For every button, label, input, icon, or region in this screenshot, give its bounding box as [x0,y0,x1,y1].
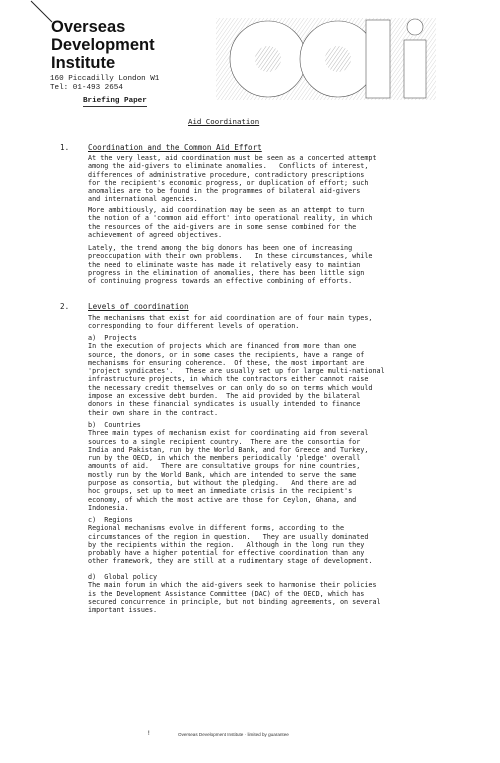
org-name-line2: Development [51,36,155,54]
text-line: Regional mechanisms evolve in different forms, according to the [88,524,345,533]
text-line: India and Pakistan, run by the World Bank, and for Greece and Turkey, [88,445,369,454]
text-line: the notion of a 'common aid effort' into operational reality, in which [88,214,373,223]
text-line: is the Development Assistance Committee (DAC) of the OECD, which has [88,589,365,598]
text-line: for the recipient's economic progress, or duplication of effort; such [88,178,369,187]
text-line: More ambitiously, aid coordination may be seen as an attempt to turn [88,206,365,214]
briefing-paper-label: Briefing Paper [83,97,147,105]
text-line: achievement of agreed objectives. [88,230,223,239]
subsection-projects [88,334,440,417]
odi-logo [216,18,436,100]
section-title: Levels of coordination [88,302,189,311]
subsection-regions [88,516,440,566]
text-line: economy, of which the most active are those for Ceylon, Ghana, and [88,495,357,504]
text-line: The main forum in which the aid-givers seek to harmonise their policies [88,581,377,590]
text-line: the resources of the aid-givers are in some sense combined for the [88,222,357,231]
text-line: mostly run by the World Bank, which are intended to serve the same [88,470,357,479]
text-line: among the aid-givers to eliminate anomalies. Conflicts of interest, [88,162,369,171]
org-name-line1: Overseas [51,18,126,36]
paragraph [88,244,440,285]
text-line: source, the donors, or in some cases the recipients, have a range of [88,350,365,359]
org-telephone: Tel: 01-493 2654 [50,84,123,92]
section-title: Coordination and the Common Aid Effort [88,143,262,152]
subsection-heading: d) Global policy [88,573,158,581]
text-line: amounts of aid. There are consultative groups for nine countries, [88,462,361,471]
text-line: circumstances of the region in question. They are usually dominated [88,532,369,541]
text-line: preoccupation with their own problems. In these circumstances, while [88,252,373,261]
text-line: the need to eliminate waste has made it relatively easy to maintian [88,260,361,269]
text-line: At the very least, aid coordination must be seen as a concerted attempt [88,154,377,162]
text-line: by the recipients within the region. Although in the long run they [88,540,365,549]
text-line: important issues. [88,606,158,615]
text-line: and international agencies. [88,195,198,204]
text-line: donors in these financial syndicates is usually intended to finance [88,400,361,409]
text-line: Indonesia. [88,503,129,512]
subsection-heading: a) Projects [88,334,137,342]
paragraph [88,206,440,239]
subsection-global-policy [88,573,440,614]
text-line: corresponding to four different levels of operation. [88,322,300,331]
section-number: 2. [60,302,70,311]
text-line: other framework, they are still at a rudimentary stage of development. [88,557,373,566]
text-line: mechanisms for ensuring coherence. Of these, the most important are [88,358,365,367]
text-line: differences of administrative procedure, contradictory prescriptions [88,170,365,179]
footer-text: Overseas Development Institute · limited by guarantee [178,732,289,737]
text-line: sources to a single recipient country. There are the consortia for [88,437,361,446]
text-line: purpose as consortia, but without the pledging. And there are ad [88,479,357,488]
paragraph [88,154,440,204]
letterhead [0,0,500,120]
org-name-line3: Institute [51,54,116,72]
text-line: infrastructure projects, in which the contractors either cannot raise [88,375,369,384]
document-title: Aid Coordination [188,117,260,126]
text-line: Lately, the trend among the big donors has been one of increasing [88,244,353,252]
text-line: their own share in the contract. [88,408,219,417]
text-line: anomalies are to be found in the programmes of bilateral aid-givers [88,187,361,196]
text-line: the necessary credit themselves or can only do so on terms which would [88,383,373,392]
text-line: impose an excessive debt burden. The aid provided by the bilateral [88,392,361,401]
text-line: secured concurrence in principle, but not binding agreements, on several [88,597,381,606]
text-line: of continuing progress towards an effective combining of efforts. [88,277,353,286]
footer-mark: ! [147,730,151,737]
text-line: Three main types of mechanism exist for coordinating aid from several [88,429,369,438]
text-line: run by the OECD, in which the members periodically 'pledge' overall [88,454,361,463]
text-line: In the execution of projects which are financed from more than one [88,342,357,351]
text-line: hoc groups, set up to meet an immediate crisis in the recipient's [88,487,353,496]
text-line: 'project syndicates'. These are usually set up for large multi-national [88,367,385,376]
subsection-countries [88,421,440,512]
text-line: The mechanisms that exist for aid coordination are of four main types, [88,314,373,322]
paragraph [88,314,440,331]
text-line: progress in the elimination of anomalies, there has been little sign [88,268,365,277]
subsection-heading: b) Countries [88,421,141,429]
org-address: 160 Piccadilly London W1 [50,75,160,83]
subsection-heading: c) Regions [88,516,133,524]
text-line: probably have a higher potential for effective coordination than any [88,549,365,558]
section-number: 1. [60,143,70,152]
